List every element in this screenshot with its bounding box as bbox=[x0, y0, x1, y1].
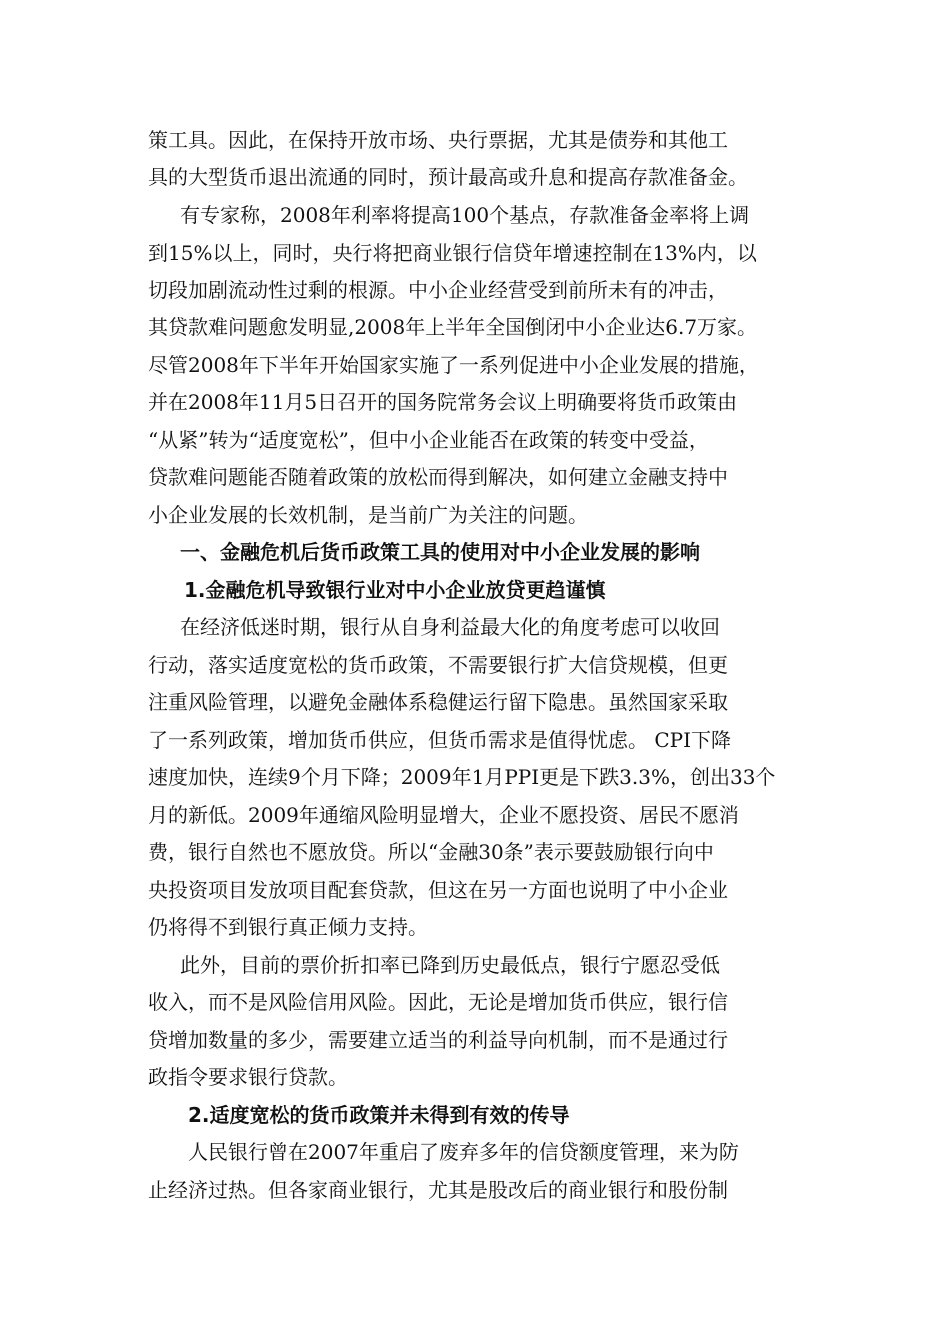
text-line: 贷增加数量的多少，需要建立适当的利益导向机制，而不是通过行 bbox=[148, 1028, 728, 1052]
subsection-heading: 2.适度宽松的货币政策并未得到有效的传导 bbox=[188, 1103, 570, 1127]
text-line: 速度加快，连续9个月下降；2009年1月PPI更是下跌3.3%，创出33个 bbox=[148, 765, 776, 789]
section-heading: 一、金融危机后货币政策工具的使用对中小企业发展的影响 bbox=[180, 540, 700, 564]
text-line: 到15%以上，同时，央行将把商业银行信贷年增速控制在13%内，以 bbox=[148, 241, 757, 265]
text-line: 央投资项目发放项目配套贷款，但这在另一方面也说明了中小企业 bbox=[148, 878, 728, 902]
text-line: 并在2008年11月5日召开的国务院常务会议上明确要将货币政策由 bbox=[148, 390, 738, 414]
text-line: “从紧”转为“适度宽松”，但中小企业能否在政策的转变中受益， bbox=[148, 428, 709, 452]
text-line: 有专家称，2008年利率将提高100个基点，存款准备金率将上调 bbox=[180, 203, 750, 227]
text-line: 尽管2008年下半年开始国家实施了一系列促进中小企业发展的措施， bbox=[148, 353, 759, 377]
text-line: 止经济过热。但各家商业银行，尤其是股改后的商业银行和股份制 bbox=[148, 1178, 728, 1202]
text-line: 贷款难问题能否随着政策的放松而得到解决，如何建立金融支持中 bbox=[148, 465, 728, 489]
text-line: 具的大型货币退出流通的同时，预计最高或升息和提高存款准备金。 bbox=[148, 165, 748, 189]
text-line: 仍将得不到银行真正倾力支持。 bbox=[148, 915, 428, 939]
subsection-heading: 1.金融危机导致银行业对中小企业放贷更趋谨慎 bbox=[184, 578, 606, 602]
text-line: 了一系列政策，增加货币供应，但货币需求是值得忧虑。 CPI下降 bbox=[148, 728, 732, 752]
text-line: 策工具。因此，在保持开放市场、央行票据，尤其是债券和其他工 bbox=[148, 128, 728, 152]
text-line: 注重风险管理，以避免金融体系稳健运行留下隐患。虽然国家采取 bbox=[148, 690, 728, 714]
text-line: 行动，落实适度宽松的货币政策，不需要银行扩大信贷规模，但更 bbox=[148, 653, 728, 677]
text-line: 费，银行自然也不愿放贷。所以“金融30条”表示要鼓励银行向中 bbox=[148, 840, 714, 864]
text-line: 收入，而不是风险信用风险。因此，无论是增加货币供应，银行信 bbox=[148, 990, 728, 1014]
text-line: 政指令要求银行贷款。 bbox=[148, 1065, 348, 1089]
text-line: 在经济低迷时期，银行从自身利益最大化的角度考虑可以收回 bbox=[180, 615, 720, 639]
text-line: 此外，目前的票价折扣率已降到历史最低点，银行宁愿忍受低 bbox=[180, 953, 720, 977]
text-line: 其贷款难问题愈发明显,2008年上半年全国倒闭中小企业达6.7万家。 bbox=[148, 315, 758, 339]
text-line: 切段加剧流动性过剩的根源。中小企业经营受到前所未有的冲击， bbox=[148, 278, 728, 302]
text-line: 人民银行曾在2007年重启了废弃多年的信贷额度管理，来为防 bbox=[188, 1140, 739, 1164]
text-line: 月的新低。2009年通缩风险明显增大，企业不愿投资、居民不愿消 bbox=[148, 803, 739, 827]
text-line: 小企业发展的长效机制，是当前广为关注的问题。 bbox=[148, 503, 588, 527]
